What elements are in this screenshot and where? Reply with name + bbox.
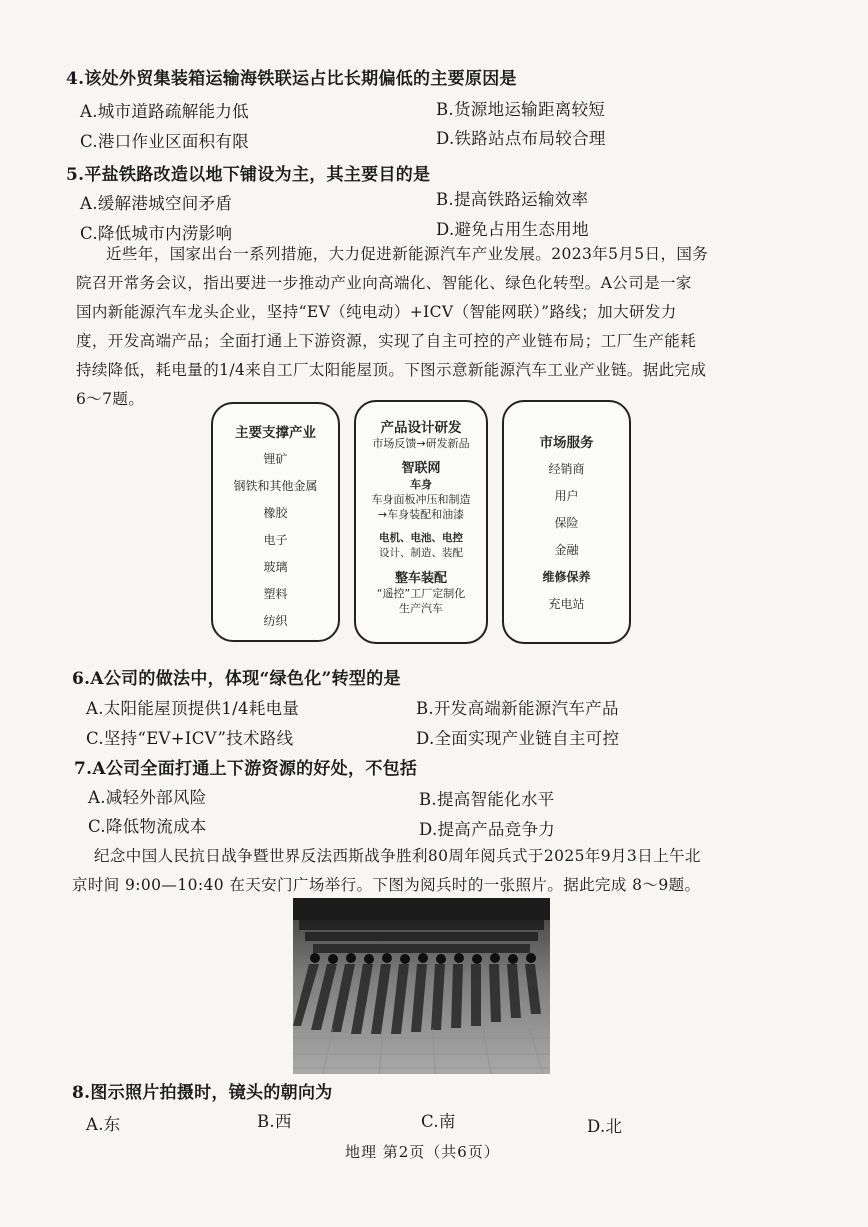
- q5-option-d: D.避免占用生态用地: [436, 220, 589, 239]
- q6-option-c: C.坚持“EV+ICV”技术路线: [86, 729, 294, 748]
- q7-option-c: C.降低物流成本: [88, 817, 207, 836]
- market-item: 保险: [554, 516, 579, 530]
- support-title: 主要支撑产业: [235, 425, 316, 441]
- dev-title: 产品设计研发: [380, 420, 462, 436]
- dev-title-2: 智联网: [401, 461, 441, 476]
- dev-sub: 车身: [410, 478, 432, 491]
- q4-option-b: B.货源地运输距离较短: [436, 100, 606, 119]
- passage1-line: 院召开常务会议，指出要进一步推动产业向高端化、智能化、绿色化转型。A公司是一家: [76, 274, 692, 292]
- q5-option-a: A.缓解港城空间矛盾: [80, 194, 233, 213]
- q8-stem: 8.图示照片拍摄时，镜头的朝向为: [72, 1083, 333, 1103]
- dev-line: 生产汽车: [399, 602, 443, 615]
- dev-line: 车身面板冲压和制造: [371, 493, 471, 506]
- q6-option-b: B.开发高端新能源汽车产品: [416, 699, 619, 718]
- q5-option-c: C.降低城市内涝影响: [80, 224, 233, 243]
- passage-parade: [72, 842, 812, 900]
- q4-option-d: D.铁路站点布局较合理: [436, 129, 606, 148]
- diagram-product-development: [354, 400, 488, 644]
- q5-stem: 5.平盐铁路改造以地下铺设为主，其主要目的是: [66, 165, 431, 185]
- support-item: 钢铁和其他金属: [233, 479, 318, 493]
- support-item: 锂矿: [263, 452, 288, 466]
- diagram-support-industries: [211, 402, 340, 642]
- passage1-line: 国内新能源汽车龙头企业，坚持“EV（纯电动）+ICV（智能网联）”路线；加大研发力: [76, 303, 677, 321]
- market-item: 经销商: [548, 462, 585, 476]
- support-item: 纺织: [263, 614, 288, 628]
- market-item: 用户: [554, 489, 579, 503]
- market-item: 金融: [554, 543, 579, 557]
- market-item: 充电站: [548, 597, 585, 611]
- dev-line: 市场反馈→研发新品: [372, 437, 470, 450]
- q8-option-d: D.北: [587, 1117, 623, 1136]
- q6-option-d: D.全面实现产业链自主可控: [416, 729, 620, 748]
- dev-line: →车身装配和油漆: [377, 508, 465, 521]
- market-title: 市场服务: [539, 435, 594, 451]
- passage2-line: 纪念中国人民抗日战争暨世界反法西斯战争胜利80周年阅兵式于2025年9月3日上午北: [94, 847, 701, 865]
- passage1-line: 度，开发高端产品；全面打通上下游资源，实现了自主可控的产业链布局；工厂生产能耗: [76, 332, 697, 350]
- dev-title-3: 整车装配: [394, 571, 447, 586]
- q7-option-b: B.提高智能化水平: [419, 790, 555, 809]
- q7-option-a: A.减轻外部风险: [88, 788, 207, 807]
- support-item: 塑料: [263, 587, 288, 601]
- q7-stem: 7.A公司全面打通上下游资源的好处，不包括: [74, 759, 418, 779]
- passage2-line: 京时间 9:00—10:40 在天安门广场举行。下图为阅兵时的一张照片。据此完成 8～9题。: [72, 876, 701, 894]
- diagram-market-services: [502, 400, 631, 644]
- q4-stem: 4.该处外贸集装箱运输海铁联运占比长期偏低的主要原因是: [66, 69, 517, 89]
- q6-stem: 6.A公司的做法中，体现“绿色化”转型的是: [72, 669, 401, 689]
- page-footer: 地理 第2页（共6页）: [345, 1143, 500, 1161]
- market-item: 维修保养: [542, 570, 591, 584]
- q8-option-a: A.东: [86, 1115, 121, 1134]
- q5-option-b: B.提高铁路运输效率: [436, 190, 589, 209]
- dev-line: 电机、电池、电控: [379, 532, 463, 544]
- passage1-line: 6～7题。: [76, 390, 145, 408]
- q4-option-c: C.港口作业区面积有限: [80, 132, 250, 151]
- passage1-line: 近些年，国家出台一系列措施，大力促进新能源汽车产业发展。2023年5月5日，国务: [106, 245, 709, 263]
- q6-option-a: A.太阳能屋顶提供1/4耗电量: [86, 699, 300, 718]
- q8-option-c: C.南: [421, 1112, 456, 1131]
- q7-option-d: D.提高产品竞争力: [419, 820, 556, 839]
- support-item: 玻璃: [263, 560, 288, 574]
- dev-line: “遥控”工厂定制化: [376, 587, 466, 600]
- support-item: 橡胶: [263, 506, 288, 520]
- q4-option-a: A.城市道路疏解能力低: [80, 102, 249, 121]
- q8-option-b: B.西: [257, 1112, 292, 1131]
- passage1-line: 持续降低，耗电量的1/4来自工厂太阳能屋顶。下图示意新能源汽车工业产业链。据此完成: [76, 361, 707, 379]
- passage-new-energy: [76, 240, 804, 414]
- support-item: 电子: [263, 533, 288, 547]
- dev-line: 设计、制造、装配: [379, 547, 463, 559]
- parade-photo: [293, 898, 550, 1074]
